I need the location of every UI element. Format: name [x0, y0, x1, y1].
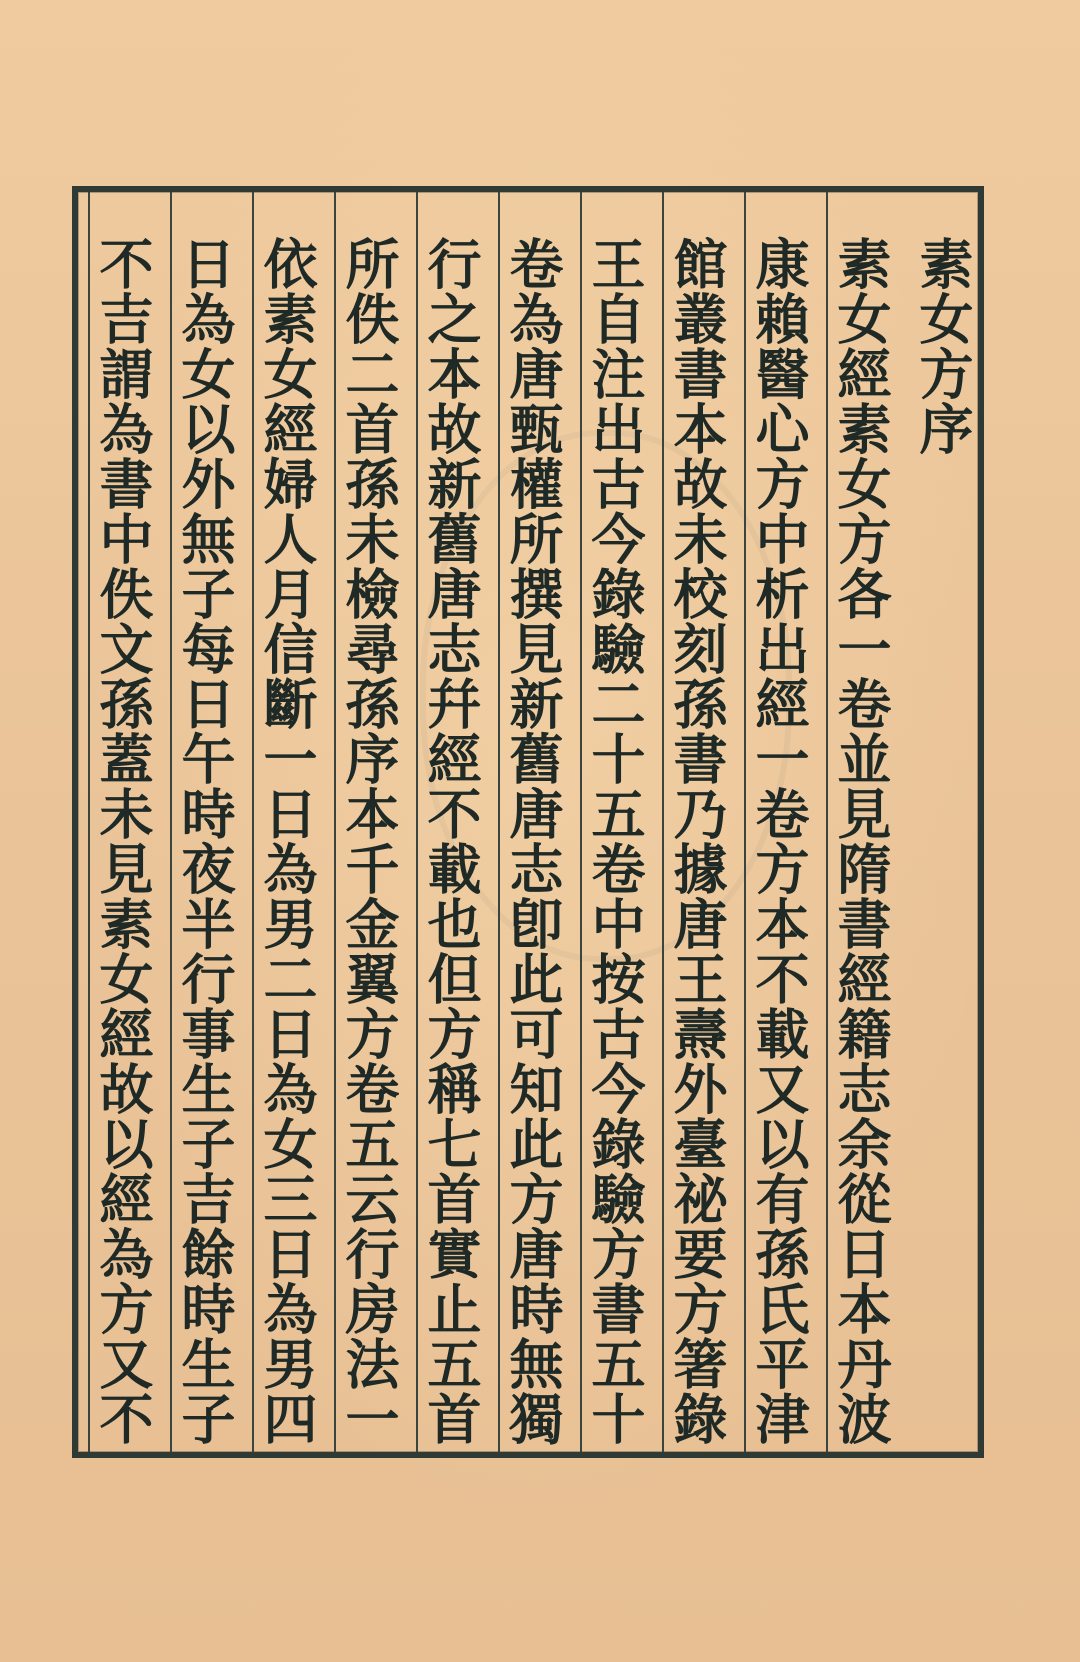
- column-text: 康賴醫心方中析出經一卷方本不載又以有孫氏平津: [747, 236, 811, 1446]
- column-text: 館叢書本故未校刻孫書乃據唐王燾外臺祕要方箸錄: [665, 236, 729, 1446]
- column-text: 不吉謂為書中佚文孫蓋未見素女經故以經為方又不: [91, 236, 155, 1446]
- text-column-6: [498, 192, 568, 1452]
- text-column-3: [744, 192, 814, 1452]
- text-column-5: [580, 192, 650, 1452]
- text-column-9: [252, 192, 322, 1452]
- text-column-2: [826, 192, 896, 1452]
- text-column-11: [88, 192, 158, 1452]
- text-column-4: [662, 192, 732, 1452]
- text-column-10: [170, 192, 240, 1452]
- column-text: 日為女以外無子每日午時夜半行事生子吉餘時生子: [173, 236, 237, 1446]
- text-column-8: [334, 192, 404, 1452]
- column-text: 素女經素女方各一卷並見隋書經籍志余從日本丹波: [829, 236, 893, 1446]
- column-text: 王自注出古今錄驗二十五卷中按古今錄驗方書五十: [583, 236, 647, 1446]
- column-title: 素女方序: [911, 236, 975, 456]
- text-column-7: [416, 192, 486, 1452]
- column-text: 依素女經婦人月信斷一日為男二日為女三日為男四: [255, 236, 319, 1446]
- column-text: 行之本故新舊唐志幷經不載也但方稱七首實止五首: [419, 236, 483, 1446]
- text-column-1: [908, 192, 978, 1452]
- text-frame: [72, 186, 984, 1458]
- column-text: 卷為唐甄權所撰見新舊唐志卽此可知此方唐時無獨: [501, 236, 565, 1446]
- column-text: 所佚二首孫未檢尋孫序本千金翼方卷五云行房法一: [337, 236, 401, 1446]
